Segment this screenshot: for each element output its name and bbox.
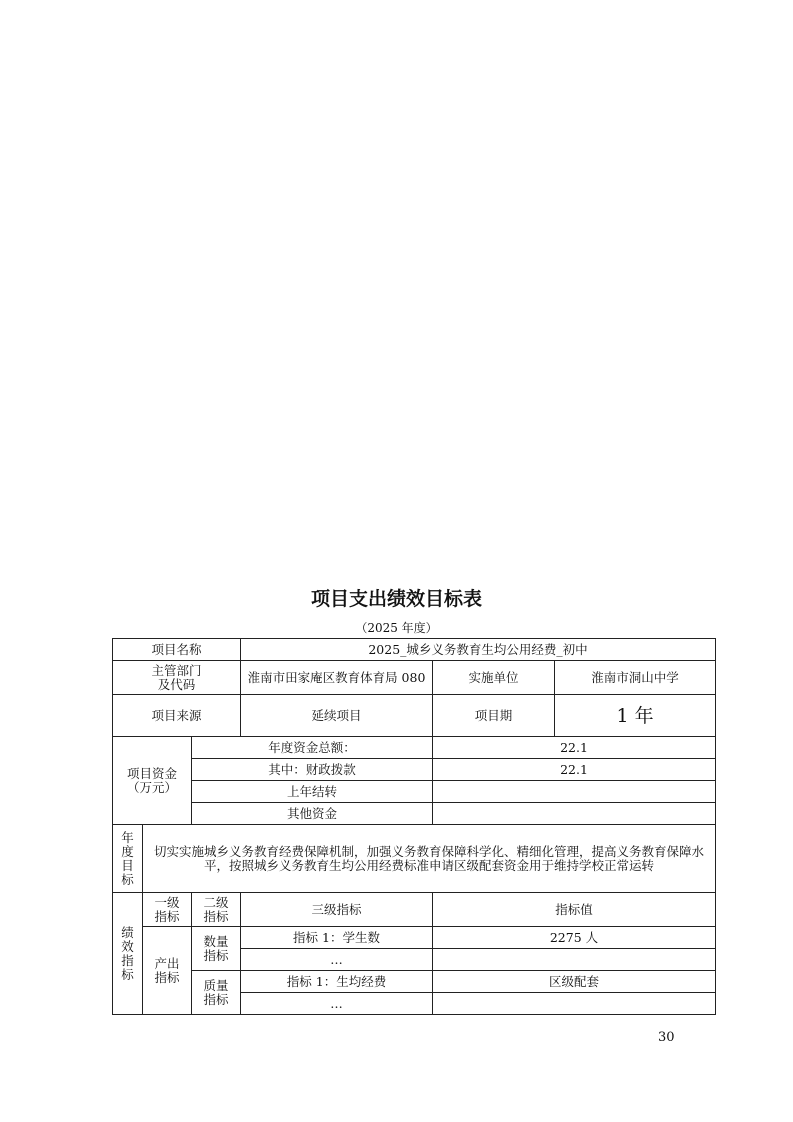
indicator-name: 指标 1：学生数 [241,927,433,949]
indicator-name: … [241,949,433,971]
indicator-name: 指标 1：生均经费 [241,971,433,993]
quantity-indicator-label: 数量 指标 [192,927,241,971]
fiscal-label: 其中：财政拨款 [192,759,433,781]
page-title: 项目支出绩效目标表 [310,588,482,610]
project-name-value: 2025_城乡义务教育生均公用经费_初中 [241,639,716,661]
indicator-name: … [241,993,433,1015]
output-indicator-label: 产出 指标 [143,927,192,1015]
source-value: 延续项目 [241,695,433,737]
indicator-value: 2275 人 [433,927,716,949]
annual-total-label: 年度资金总额： [192,737,433,759]
objective-text: 切实实施城乡义务教育经费保障机制，加强义务教育保障科学化、精细化管理，提高义务教育保障水平，按照城乡义务教育生均公用经费标准申请区级配套资金用于维持学校正常运转 [143,825,716,893]
project-name-label: 项目名称 [113,639,241,661]
page-number: 30 [658,1030,675,1045]
impl-unit-label: 实施单位 [433,661,555,695]
indicator-value-header: 指标值 [433,893,716,927]
year-subtitle: （2025 年度） [355,621,438,635]
carryover-value [433,781,716,803]
other-funds-value [433,803,716,825]
objective-label: 年 度 目 标 [113,825,143,893]
dept-label: 主管部门 及代码 [113,661,241,695]
level2-header: 二级 指标 [192,893,241,927]
source-label: 项目来源 [113,695,241,737]
carryover-label: 上年结转 [192,781,433,803]
performance-target-table [112,638,716,1015]
quality-indicator-label: 质量 指标 [192,971,241,1015]
period-label: 项目期 [433,695,555,737]
level3-header: 三级指标 [241,893,433,927]
perf-indicator-label: 绩 效 指 标 [113,893,143,1015]
impl-unit-value: 淮南市洞山中学 [555,661,716,695]
indicator-value: 区级配套 [433,971,716,993]
indicator-value [433,993,716,1015]
annual-total-value: 22.1 [433,737,716,759]
dept-value: 淮南市田家庵区教育体育局 080 [241,661,433,695]
fiscal-value: 22.1 [433,759,716,781]
period-value: 1 年 [555,695,716,737]
funds-label: 项目资金 （万元） [113,737,192,825]
indicator-value [433,949,716,971]
level1-header: 一级 指标 [143,893,192,927]
other-funds-label: 其他资金 [192,803,433,825]
